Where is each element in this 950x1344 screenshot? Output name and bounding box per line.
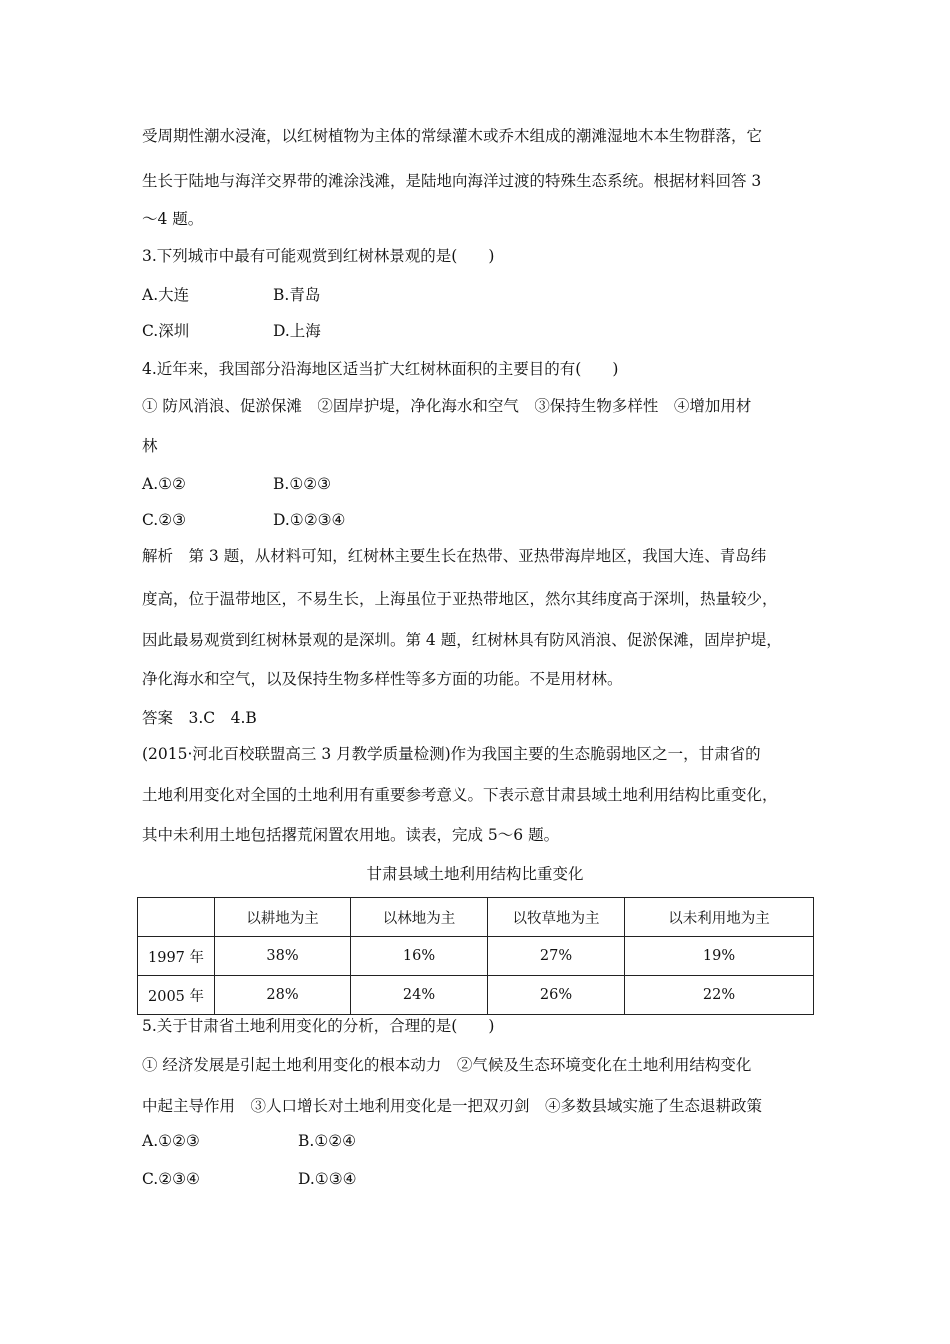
analysis-line: 净化海水和空气，以及保持生物多样性等多方面的功能。不是用材林。 [142, 670, 623, 688]
passage-line: 土地利用变化对全国的土地利用有重要参考意义。下表示意甘肃县域土地利用结构比重变化， [142, 786, 778, 804]
q4-option-b: B.①②③ [273, 475, 332, 493]
table-cell: 19% [625, 937, 814, 976]
analysis-line: 因此最易观赏到红树林景观的是深圳。第 4 题，红树林具有防风消浪、促淤保滩，固岸护堤， [142, 631, 782, 649]
q5-option-c: C.②③④ [142, 1170, 200, 1188]
q5-items-line: 中起主导作用 ③人口增长对土地利用变化是一把双刃剑 ④多数县域实施了生态退耕政策 [142, 1097, 763, 1115]
q3-option-d: D.上海 [273, 322, 321, 340]
table-header-cell [138, 898, 215, 937]
q5-option-d: D.①③④ [298, 1170, 357, 1188]
q3-option-a: A.大连 [142, 286, 190, 304]
passage-line: ～4 题。 [142, 210, 204, 228]
table-cell: 38% [215, 937, 351, 976]
q3-option-b: B.青岛 [273, 286, 321, 304]
q4-option-a: A.①② [142, 475, 186, 493]
q4-items-line: 林 [142, 437, 158, 455]
passage-line: 生长于陆地与海洋交界带的滩涂浅滩，是陆地向海洋过渡的特殊生态系统。根据材料回答 3 [142, 172, 762, 190]
table-cell: 24% [351, 976, 488, 1015]
q3-option-c: C.深圳 [142, 322, 190, 340]
q4-option-d: D.①②③④ [273, 511, 346, 529]
table-header-cell: 以耕地为主 [215, 898, 351, 937]
table-cell: 1997 年 [138, 937, 215, 976]
q4-option-c: C.②③ [142, 511, 187, 529]
table-header-cell: 以牧草地为主 [488, 898, 625, 937]
table-row [138, 937, 814, 976]
passage-line: 其中未利用土地包括撂荒闲置农用地。读表，完成 5～6 题。 [142, 826, 560, 844]
q5-option-b: B.①②④ [298, 1132, 357, 1150]
q4-items-line: ① 防风消浪、促淤保滩 ②固岸护堤，净化海水和空气 ③保持生物多样性 ④增加用材 [142, 397, 752, 415]
table-header-cell: 以未利用地为主 [625, 898, 814, 937]
table-cell: 28% [215, 976, 351, 1015]
question-3-stem: 3.下列城市中最有可能观赏到红树林景观的是( ) [142, 247, 495, 265]
question-4-stem: 4.近年来，我国部分沿海地区适当扩大红树林面积的主要目的有( ) [142, 360, 619, 378]
table-cell: 2005 年 [138, 976, 215, 1015]
table-caption: 甘肃县域土地利用结构比重变化 [366, 865, 584, 883]
table-header-cell: 以林地为主 [351, 898, 488, 937]
table-row [138, 976, 814, 1015]
passage-line: 受周期性潮水浸淹，以红树植物为主体的常绿灌木或乔木组成的潮滩湿地木本生物群落，它 [142, 127, 763, 145]
q5-option-a: A.①②③ [142, 1132, 200, 1150]
answer-line: 答案 3.C 4.B [142, 709, 257, 727]
table-header-row [138, 898, 814, 937]
land-use-table [137, 897, 814, 1015]
table-cell: 27% [488, 937, 625, 976]
analysis-line: 度高，位于温带地区，不易生长，上海虽位于亚热带地区，然尔其纬度高于深圳，热量较少， [142, 590, 778, 608]
q5-items-line: ① 经济发展是引起土地利用变化的根本动力 ②气候及生态环境变化在土地利用结构变化 [142, 1056, 752, 1074]
table-cell: 26% [488, 976, 625, 1015]
analysis-line: 解析 第 3 题，从材料可知，红树林主要生长在热带、亚热带海岸地区，我国大连、青岛纬 [142, 547, 767, 565]
table-cell: 22% [625, 976, 814, 1015]
passage-line: (2015·河北百校联盟高三 3 月教学质量检测)作为我国主要的生态脆弱地区之一，甘肃省的 [142, 745, 761, 763]
table-cell: 16% [351, 937, 488, 976]
question-5-stem: 5.关于甘肃省土地利用变化的分析，合理的是( ) [142, 1017, 495, 1035]
